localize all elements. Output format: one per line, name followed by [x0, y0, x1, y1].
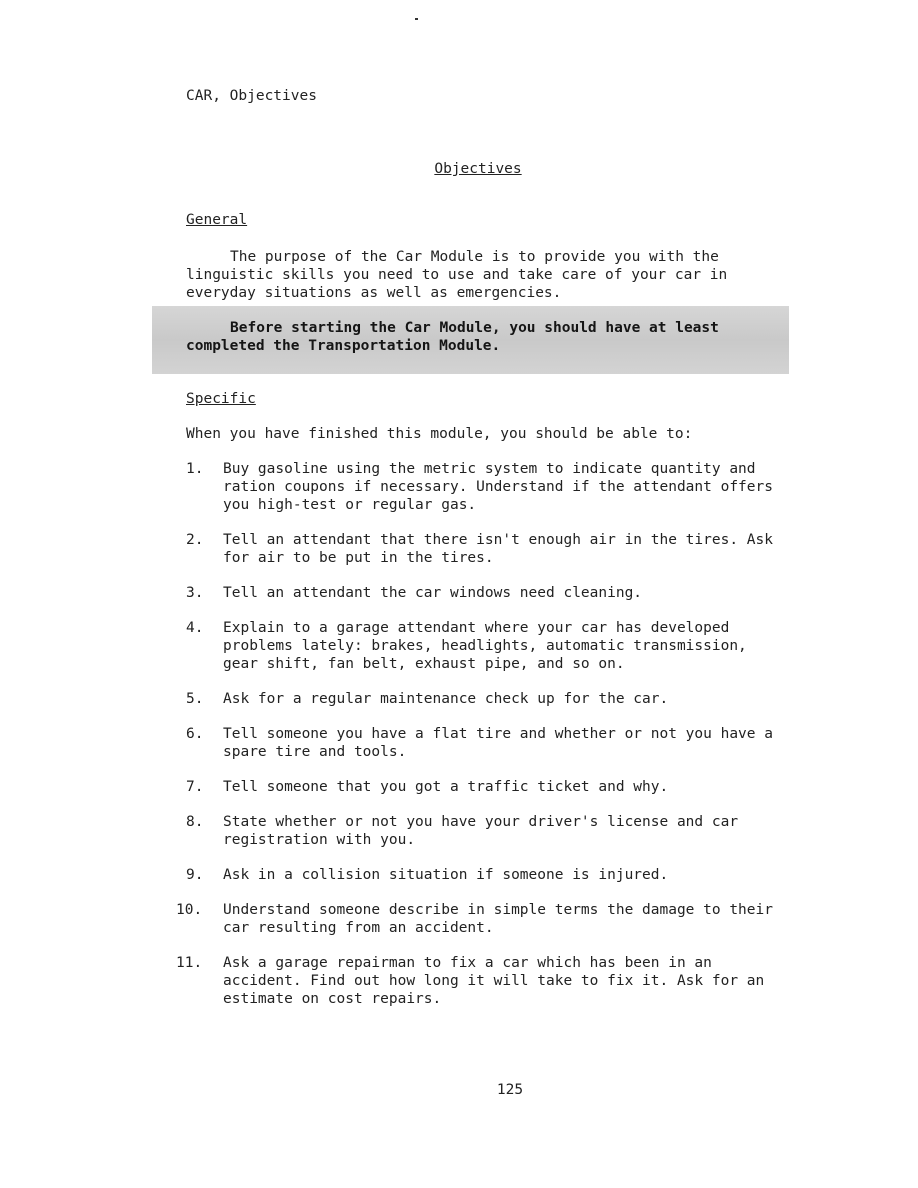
item-text: Understand someone describe in simple terms the damage to their car resulting from an accident.: [223, 902, 773, 936]
item-number: 3.: [186, 585, 204, 601]
item-number: 6.: [186, 726, 204, 742]
item-number: 5.: [186, 691, 204, 707]
item-number: 7.: [186, 779, 204, 795]
list-item: [186, 866, 786, 884]
item-text: Tell someone that you got a traffic ticket and why.: [223, 779, 669, 795]
objectives-list: [176, 460, 786, 1025]
scan-speck: [415, 18, 418, 20]
item-number: 1.: [186, 461, 204, 477]
item-number: 10.: [176, 902, 203, 918]
list-item: [186, 778, 786, 796]
general-heading: General: [186, 212, 248, 228]
list-item: [186, 531, 786, 567]
item-text: Tell someone you have a flat tire and whether or not you have a spare tire and tools.: [223, 726, 773, 760]
page-title: Objectives: [434, 161, 522, 177]
item-text: Ask for a regular maintenance check up for the car.: [223, 691, 669, 707]
item-text: Ask in a collision situation if someone is injured.: [223, 867, 669, 883]
list-item: [186, 813, 786, 849]
item-number: 4.: [186, 620, 204, 636]
list-item: [176, 954, 786, 1008]
specific-heading: Specific: [186, 391, 256, 407]
item-text: Tell an attendant that there isn't enough air in the tires. Ask for air to be put in the tires.: [223, 532, 773, 566]
list-item: [186, 619, 786, 673]
item-text: Tell an attendant the car windows need cleaning.: [223, 585, 643, 601]
item-text: State whether or not you have your driver's license and car registration with you.: [223, 814, 739, 848]
item-text: Buy gasoline using the metric system to indicate quantity and ration coupons if necessary. Understand if the attendant offers you high-test or regular gas.: [223, 461, 773, 513]
list-item: [186, 690, 786, 708]
list-item: [186, 460, 786, 514]
page-number: 125: [496, 1082, 524, 1098]
item-number: 11.: [176, 955, 203, 971]
list-item: [186, 584, 786, 602]
item-text: Ask a garage repairman to fix a car which has been in an accident. Find out how long it will take to fix it. Ask for an estimate on cost repairs.: [223, 955, 765, 1007]
list-item: [176, 901, 786, 937]
objectives-intro: When you have finished this module, you should be able to:: [186, 426, 693, 442]
item-number: 8.: [186, 814, 204, 830]
running-header: CAR, Objectives: [186, 88, 317, 104]
item-text: Explain to a garage attendant where your car has developed problems lately: brakes, headlights, automatic transmission, gear shift, fan belt, exhaust pipe, and so on.: [223, 620, 747, 672]
item-number: 9.: [186, 867, 204, 883]
prerequisite-note: Before starting the Car Module, you should have at least completed the Transportation Module.: [186, 320, 719, 354]
purpose-paragraph: The purpose of the Car Module is to provide you with the linguistic skills you need to use and take care of your car in everyday situations as well as emergencies.: [186, 249, 728, 301]
list-item: [186, 725, 786, 761]
item-number: 2.: [186, 532, 204, 548]
